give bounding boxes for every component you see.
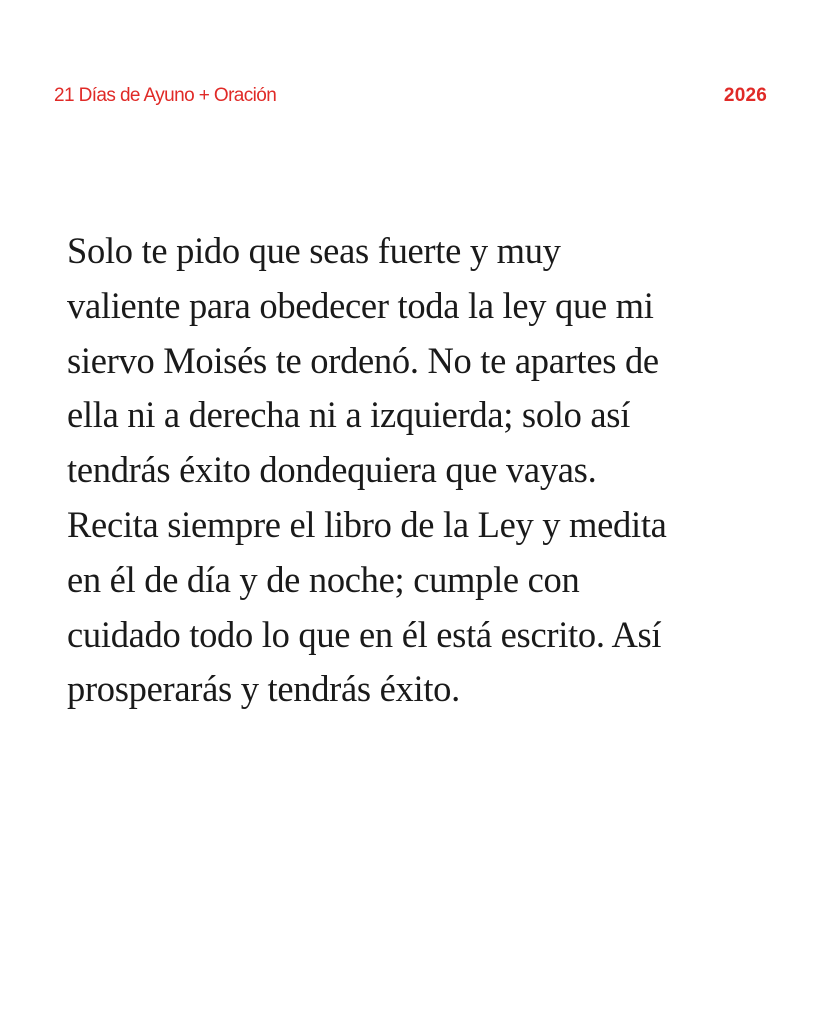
verse-line: valiente para obedecer toda la ley que mi bbox=[67, 284, 654, 326]
verse-line: ella ni a derecha ni a izquierda; solo así bbox=[67, 394, 631, 436]
verse-line: Solo te pido que seas fuerte y muy bbox=[67, 230, 561, 271]
verse-line: tendrás éxito dondequiera que vayas. bbox=[67, 449, 597, 491]
verse-line: Recita siempre el libro de la Ley y medita bbox=[67, 503, 667, 545]
header-year: 2026 bbox=[723, 85, 767, 106]
verse-line: cuidado todo lo que en él está escrito. Así bbox=[67, 613, 662, 655]
header-title: 21 Días de Ayuno + Oración bbox=[54, 85, 277, 106]
verse-line: en él de día y de noche; cumple con bbox=[67, 558, 580, 600]
verse-text bbox=[67, 224, 767, 717]
verse-line: prosperarás y tendrás éxito. bbox=[67, 668, 460, 710]
verse-line: siervo Moisés te ordenó. No te apartes de bbox=[67, 339, 659, 381]
